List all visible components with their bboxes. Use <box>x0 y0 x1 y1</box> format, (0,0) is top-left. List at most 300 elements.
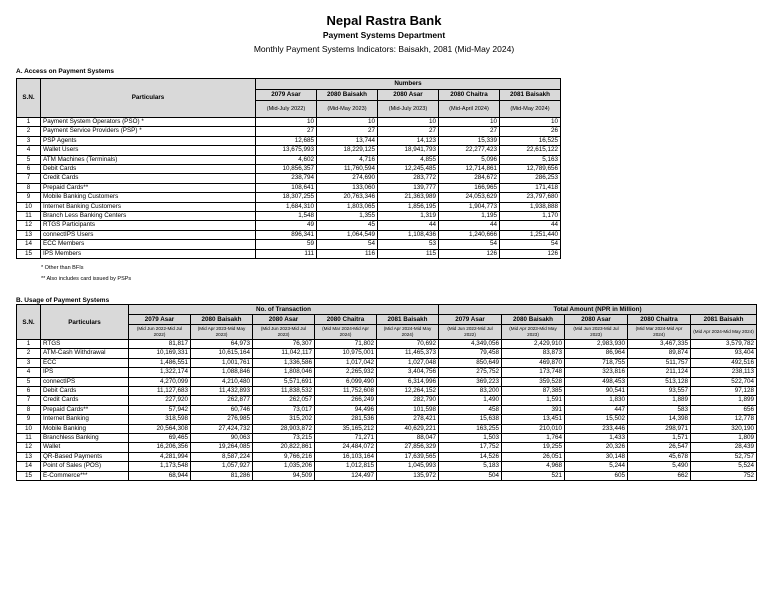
transaction-count: 8,587,224 <box>191 452 253 461</box>
usage-table <box>16 304 757 481</box>
total-amount: 323,816 <box>565 368 628 377</box>
period-header: 2080 Chaitra <box>628 315 691 325</box>
period-header: 2081 Baisakh <box>377 315 439 325</box>
total-amount: 30,148 <box>565 452 628 461</box>
total-amount: 17,752 <box>439 443 502 452</box>
transaction-count: 64,973 <box>191 340 253 349</box>
transaction-count: 68,944 <box>129 471 191 480</box>
row-value: 1,170 <box>500 212 561 221</box>
row-value: 22,615,122 <box>500 146 561 155</box>
total-amount: 20,326 <box>565 443 628 452</box>
row-value: 171,418 <box>500 183 561 192</box>
period-note: (Mid-May 2024) <box>500 101 561 118</box>
section-a-title: A. Access on Payment Systems <box>16 68 115 75</box>
row-value: 133,060 <box>317 183 378 192</box>
period-header: 2081 Baisakh <box>691 315 757 325</box>
period-note: (Mid Apr 2024-Mid May 2024) <box>691 325 757 340</box>
total-amount: 850,649 <box>439 358 502 367</box>
row-value: 10 <box>317 118 378 127</box>
total-amount: 97,128 <box>691 387 757 396</box>
transaction-count: 28,903,872 <box>253 424 315 433</box>
footnote: * Other than BFIs <box>41 265 84 271</box>
transaction-count: 60,746 <box>191 405 253 414</box>
transaction-count: 2,265,932 <box>315 368 377 377</box>
total-amount: 14,526 <box>439 452 502 461</box>
transaction-count: 1,012,815 <box>315 462 377 471</box>
row-value: 283,772 <box>378 174 439 183</box>
period-note: (Mid-May 2023) <box>317 101 378 118</box>
row-value: 1,108,436 <box>378 230 439 239</box>
row-particular: Mobile Banking Customers <box>41 193 256 202</box>
row-particular: ATM-Cash Withdrawal <box>41 349 129 358</box>
table-row <box>17 183 561 192</box>
table-row <box>17 340 757 349</box>
row-value: 139,777 <box>378 183 439 192</box>
transaction-count: 1,057,927 <box>191 462 253 471</box>
table-row <box>17 424 757 433</box>
transaction-count: 1,088,846 <box>191 368 253 377</box>
period-note: (Mid Mar 2024-Mid Apr 2024) <box>628 325 691 340</box>
row-number: 6 <box>17 165 41 174</box>
total-amount: 87,385 <box>502 387 565 396</box>
total-amount: 391 <box>502 405 565 414</box>
row-number: 13 <box>17 230 41 239</box>
row-particular: Internet Banking Customers <box>41 202 256 211</box>
total-amount: 447 <box>565 405 628 414</box>
row-number: 10 <box>17 424 41 433</box>
numbers-header: Numbers <box>256 79 561 90</box>
row-value: 108,641 <box>256 183 317 192</box>
row-value: 13,675,993 <box>256 146 317 155</box>
transaction-count: 6,314,996 <box>377 377 439 386</box>
total-amount: 163,255 <box>439 424 502 433</box>
transaction-count: 76,307 <box>253 340 315 349</box>
access-table <box>16 78 561 259</box>
transaction-count: 57,942 <box>129 405 191 414</box>
transaction-count: 4,281,994 <box>129 452 191 461</box>
transaction-count: 11,432,893 <box>191 387 253 396</box>
report-subtitle: Monthly Payment Systems Indicators: Baisakh, 2081 (Mid-May 2024) <box>253 44 515 54</box>
row-number: 7 <box>17 396 41 405</box>
table-row <box>17 471 757 480</box>
row-particular: Credit Cards <box>41 396 129 405</box>
transaction-count: 1,322,174 <box>129 368 191 377</box>
row-number: 5 <box>17 155 41 164</box>
total-amount: 656 <box>691 405 757 414</box>
row-number: 2 <box>17 349 41 358</box>
table-row <box>17 387 757 396</box>
transaction-count: 71,271 <box>315 434 377 443</box>
table-row <box>17 136 561 145</box>
transaction-count: 40,629,221 <box>377 424 439 433</box>
transaction-count: 262,877 <box>191 396 253 405</box>
table-row <box>17 368 757 377</box>
row-value: 5,163 <box>500 155 561 164</box>
row-number: 7 <box>17 174 41 183</box>
total-amount: 1,809 <box>691 434 757 443</box>
transaction-count: 278,421 <box>377 415 439 424</box>
row-number: 11 <box>17 212 41 221</box>
particulars-header: Particulars <box>41 305 129 340</box>
total-amount: 1,503 <box>439 434 502 443</box>
table-row <box>17 240 561 249</box>
row-value: 4,602 <box>256 155 317 164</box>
row-value: 1,803,065 <box>317 202 378 211</box>
transaction-count: 4,210,480 <box>191 377 253 386</box>
row-value: 1,938,888 <box>500 202 561 211</box>
row-value: 1,904,773 <box>439 202 500 211</box>
total-amount: 522,704 <box>691 377 757 386</box>
row-value: 274,690 <box>317 174 378 183</box>
row-number: 5 <box>17 377 41 386</box>
period-header: 2081 Baisakh <box>500 90 561 101</box>
row-number: 10 <box>17 202 41 211</box>
total-amount: 79,458 <box>439 349 502 358</box>
period-note: (Mid Apr 2024-Mid May 2024) <box>377 325 439 340</box>
table-row <box>17 165 561 174</box>
row-number: 11 <box>17 434 41 443</box>
transaction-count: 24,484,072 <box>315 443 377 452</box>
total-amount: 5,490 <box>628 462 691 471</box>
row-value: 16,525 <box>500 136 561 145</box>
row-value: 5,096 <box>439 155 500 164</box>
row-value: 111 <box>256 249 317 258</box>
total-amount: 458 <box>439 405 502 414</box>
total-amount: 275,752 <box>439 368 502 377</box>
period-note: (Mid-July 2022) <box>256 101 317 118</box>
transaction-count: 5,571,691 <box>253 377 315 386</box>
transaction-count: 70,692 <box>377 340 439 349</box>
total-amount: 89,874 <box>628 349 691 358</box>
table-row <box>17 462 757 471</box>
department-name: Payment Systems Department <box>322 30 446 40</box>
transaction-count: 12,264,152 <box>377 387 439 396</box>
row-value: 10 <box>378 118 439 127</box>
total-amount: 513,128 <box>628 377 691 386</box>
total-amount: 5,244 <box>565 462 628 471</box>
table-row <box>17 377 757 386</box>
period-note: (Mid Mar 2024-Mid Apr 2024) <box>315 325 377 340</box>
total-amount: 4,349,056 <box>439 340 502 349</box>
row-number: 12 <box>17 221 41 230</box>
row-particular: Prepaid Cards** <box>41 405 129 414</box>
total-amount: 583 <box>628 405 691 414</box>
total-amount: 211,124 <box>628 368 691 377</box>
transaction-count: 262,057 <box>253 396 315 405</box>
table-row <box>17 221 561 230</box>
table-row <box>17 396 757 405</box>
total-amount: 1,591 <box>502 396 565 405</box>
row-value: 11,760,594 <box>317 165 378 174</box>
row-particular: Internet Banking <box>41 415 129 424</box>
row-value: 126 <box>439 249 500 258</box>
period-note: (Mid Apr 2023-Mid May 2023) <box>502 325 565 340</box>
row-value: 24,053,629 <box>439 193 500 202</box>
total-amount: 511,757 <box>628 358 691 367</box>
total-amount: 28,439 <box>691 443 757 452</box>
total-amount: 752 <box>691 471 757 480</box>
row-value: 238,794 <box>256 174 317 183</box>
total-amount: 86,964 <box>565 349 628 358</box>
row-particular: Payment System Operators (PSO) * <box>41 118 256 127</box>
transaction-count: 282,790 <box>377 396 439 405</box>
row-value: 14,123 <box>378 136 439 145</box>
row-value: 49 <box>256 221 317 230</box>
row-particular: E-Commerce*** <box>41 471 129 480</box>
total-amount: 498,453 <box>565 377 628 386</box>
row-number: 4 <box>17 146 41 155</box>
row-value: 27 <box>256 127 317 136</box>
row-value: 116 <box>317 249 378 258</box>
row-number: 2 <box>17 127 41 136</box>
total-amount: 83,873 <box>502 349 565 358</box>
row-value: 15,339 <box>439 136 500 145</box>
row-value: 45 <box>317 221 378 230</box>
total-amount: 233,446 <box>565 424 628 433</box>
total-amount: 718,755 <box>565 358 628 367</box>
transaction-count: 101,598 <box>377 405 439 414</box>
row-number: 9 <box>17 415 41 424</box>
row-number: 12 <box>17 443 41 452</box>
row-particular: Mobile Banking <box>41 424 129 433</box>
row-value: 284,672 <box>439 174 500 183</box>
transaction-count: 1,001,761 <box>191 358 253 367</box>
row-particular: Payment Service Providers (PSP) * <box>41 127 256 136</box>
total-amount: 83,200 <box>439 387 502 396</box>
row-number: 6 <box>17 387 41 396</box>
row-number: 3 <box>17 358 41 367</box>
transaction-count: 81,817 <box>129 340 191 349</box>
row-value: 1,195 <box>439 212 500 221</box>
row-value: 54 <box>439 240 500 249</box>
transaction-count: 11,042,117 <box>253 349 315 358</box>
transaction-count: 35,165,212 <box>315 424 377 433</box>
transaction-count: 3,404,756 <box>377 368 439 377</box>
row-particular: RTGS Participants <box>41 221 256 230</box>
row-value: 10 <box>439 118 500 127</box>
row-particular: Debit Cards <box>41 165 256 174</box>
total-amount: 4,968 <box>502 462 565 471</box>
row-value: 115 <box>378 249 439 258</box>
row-particular: ECC <box>41 358 129 367</box>
total-amount: 3,579,782 <box>691 340 757 349</box>
table-row <box>17 118 561 127</box>
total-amount: 45,678 <box>628 452 691 461</box>
table-row <box>17 405 757 414</box>
row-number: 15 <box>17 249 41 258</box>
transaction-count: 1,336,586 <box>253 358 315 367</box>
particulars-header: Particulars <box>41 79 256 118</box>
period-note: (Mid Apr 2023-Mid May 2023) <box>191 325 253 340</box>
row-value: 10 <box>256 118 317 127</box>
table-row <box>17 193 561 202</box>
row-value: 10,856,357 <box>256 165 317 174</box>
row-value: 12,685 <box>256 136 317 145</box>
period-header: 2080 Baisakh <box>317 90 378 101</box>
table-row <box>17 452 757 461</box>
table-row <box>17 434 757 443</box>
total-amount: 210,010 <box>502 424 565 433</box>
total-amount: 26,547 <box>628 443 691 452</box>
sn-header: S.N. <box>17 305 41 340</box>
total-amount: 521 <box>502 471 565 480</box>
total-amount: 1,889 <box>628 396 691 405</box>
total-amount: 5,524 <box>691 462 757 471</box>
table-row <box>17 415 757 424</box>
period-header: 2079 Asar <box>256 90 317 101</box>
row-value: 18,941,793 <box>378 146 439 155</box>
transaction-count: 11,127,683 <box>129 387 191 396</box>
total-amount: 52,757 <box>691 452 757 461</box>
period-note: (Mid Jun 2023-Mid Jul 2023) <box>253 325 315 340</box>
transaction-count: 11,465,373 <box>377 349 439 358</box>
transaction-count: 227,920 <box>129 396 191 405</box>
period-header: 2080 Baisakh <box>191 315 253 325</box>
total-amount: 369,223 <box>439 377 502 386</box>
transaction-count: 73,017 <box>253 405 315 414</box>
row-value: 1,319 <box>378 212 439 221</box>
row-value: 27 <box>378 127 439 136</box>
transaction-count: 10,615,164 <box>191 349 253 358</box>
row-number: 4 <box>17 368 41 377</box>
period-header: 2080 Baisakh <box>502 315 565 325</box>
transaction-count: 27,856,329 <box>377 443 439 452</box>
transaction-count: 135,972 <box>377 471 439 480</box>
row-particular: ECC Members <box>41 240 256 249</box>
row-particular: connectIPS Users <box>41 230 256 239</box>
transaction-count: 9,766,216 <box>253 452 315 461</box>
row-value: 1,064,549 <box>317 230 378 239</box>
row-value: 1,355 <box>317 212 378 221</box>
total-amount: 492,516 <box>691 358 757 367</box>
row-value: 4,716 <box>317 155 378 164</box>
transaction-count: 11,752,608 <box>315 387 377 396</box>
row-value: 27 <box>317 127 378 136</box>
period-note: (Mid Jun 2022-Mid Jul 2022) <box>439 325 502 340</box>
table-row <box>17 146 561 155</box>
row-value: 1,240,666 <box>439 230 500 239</box>
table-row <box>17 127 561 136</box>
total-amount: 359,528 <box>502 377 565 386</box>
section-b-title: B. Usage of Payment Systems <box>16 297 110 304</box>
table-row <box>17 230 561 239</box>
row-value: 1,548 <box>256 212 317 221</box>
row-value: 1,856,195 <box>378 202 439 211</box>
transaction-count: 124,497 <box>315 471 377 480</box>
sn-header: S.N. <box>17 79 41 118</box>
row-number: 1 <box>17 340 41 349</box>
period-note: (Mid-July 2023) <box>378 101 439 118</box>
transaction-count: 81,286 <box>191 471 253 480</box>
row-particular: QR-Based Payments <box>41 452 129 461</box>
total-amount: 15,638 <box>439 415 502 424</box>
table-row <box>17 212 561 221</box>
total-amount: 2,983,930 <box>565 340 628 349</box>
row-particular: ATM Machines (Terminals) <box>41 155 256 164</box>
row-value: 27 <box>439 127 500 136</box>
row-value: 44 <box>439 221 500 230</box>
row-value: 54 <box>500 240 561 249</box>
total-amount: 93,557 <box>628 387 691 396</box>
total-amount: 13,451 <box>502 415 565 424</box>
row-value: 286,253 <box>500 174 561 183</box>
row-value: 23,797,680 <box>500 193 561 202</box>
row-value: 166,965 <box>439 183 500 192</box>
row-number: 14 <box>17 462 41 471</box>
row-value: 44 <box>378 221 439 230</box>
total-amount: 90,541 <box>565 387 628 396</box>
row-particular: Point of Sales (POS) <box>41 462 129 471</box>
total-amount: 1,764 <box>502 434 565 443</box>
row-particular: Debit Cards <box>41 387 129 396</box>
table-row <box>17 174 561 183</box>
period-header: 2080 Chaitra <box>315 315 377 325</box>
row-value: 1,684,310 <box>256 202 317 211</box>
transaction-count: 16,206,356 <box>129 443 191 452</box>
table-row <box>17 349 757 358</box>
total-amount: 1,830 <box>565 396 628 405</box>
total-amount: 320,190 <box>691 424 757 433</box>
transaction-count: 1,808,046 <box>253 368 315 377</box>
total-amount: 93,404 <box>691 349 757 358</box>
row-number: 8 <box>17 405 41 414</box>
transaction-count: 27,424,732 <box>191 424 253 433</box>
report-title: Nepal Rastra Bank <box>326 13 442 28</box>
row-particular: PSP Agents <box>41 136 256 145</box>
period-note: (Mid Jun 2023-Mid Jul 2023) <box>565 325 628 340</box>
transaction-count: 94,509 <box>253 471 315 480</box>
transaction-count: 69,465 <box>129 434 191 443</box>
transaction-count: 10,169,331 <box>129 349 191 358</box>
row-number: 1 <box>17 118 41 127</box>
row-value: 12,714,861 <box>439 165 500 174</box>
total-amount: 173,748 <box>502 368 565 377</box>
table-row <box>17 249 561 258</box>
row-number: 13 <box>17 452 41 461</box>
row-particular: IPS <box>41 368 129 377</box>
total-amount: 298,971 <box>628 424 691 433</box>
row-number: 3 <box>17 136 41 145</box>
row-value: 18,307,255 <box>256 193 317 202</box>
transaction-count: 276,985 <box>191 415 253 424</box>
row-value: 26 <box>500 127 561 136</box>
transaction-count: 318,598 <box>129 415 191 424</box>
total-amount: 1,433 <box>565 434 628 443</box>
row-number: 8 <box>17 183 41 192</box>
transaction-count: 1,027,048 <box>377 358 439 367</box>
transaction-count: 16,103,164 <box>315 452 377 461</box>
row-number: 15 <box>17 471 41 480</box>
row-value: 44 <box>500 221 561 230</box>
transaction-count: 1,045,993 <box>377 462 439 471</box>
period-header: 2080 Chaitra <box>439 90 500 101</box>
total-amount: 12,778 <box>691 415 757 424</box>
transaction-count: 20,564,308 <box>129 424 191 433</box>
transaction-count: 1,173,548 <box>129 462 191 471</box>
period-header: 2080 Asar <box>253 315 315 325</box>
total-amount-header: Total Amount (NPR in Million) <box>439 305 757 315</box>
row-value: 126 <box>500 249 561 258</box>
row-value: 53 <box>378 240 439 249</box>
total-amount: 5,183 <box>439 462 502 471</box>
total-amount: 14,398 <box>628 415 691 424</box>
total-amount: 3,467,335 <box>628 340 691 349</box>
row-number: 9 <box>17 193 41 202</box>
row-particular: connectIPS <box>41 377 129 386</box>
transaction-count: 1,486,551 <box>129 358 191 367</box>
row-particular: Branchless Banking <box>41 434 129 443</box>
transaction-count: 20,822,861 <box>253 443 315 452</box>
